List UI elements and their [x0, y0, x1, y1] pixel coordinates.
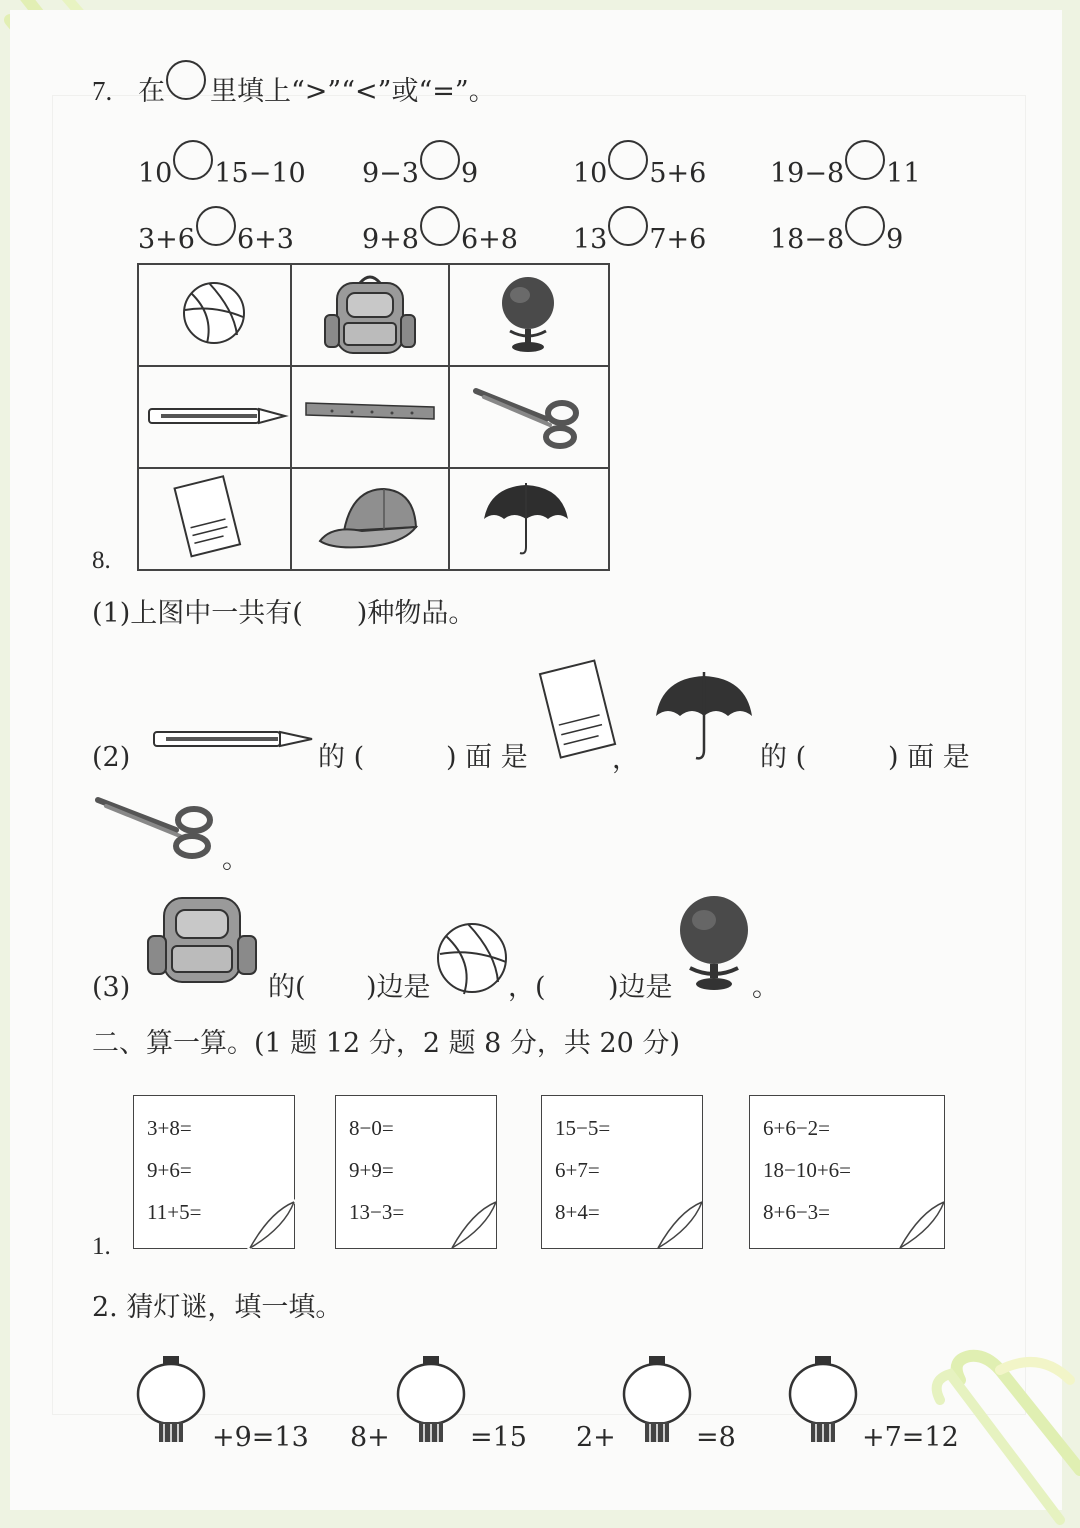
q8-part1: (1)上图中一共有( )种物品。	[92, 598, 476, 629]
q8-part3-end: 。	[752, 972, 779, 1003]
paperclip-bottom-right-icon	[920, 1340, 1080, 1528]
lantern-equation-before: 2+	[576, 1422, 616, 1453]
answer-circle[interactable]	[608, 206, 648, 246]
compare-expression: 3+6 6+3	[138, 206, 294, 255]
lantern-icon[interactable]	[786, 1356, 860, 1446]
equation-text: 11+5=	[147, 1200, 202, 1224]
compare-expression: 10 5+6	[573, 140, 706, 189]
compare-expression: 10 15−10	[138, 140, 306, 189]
q8-part2-d: ) 面 是	[888, 742, 970, 773]
page-curl-icon	[240, 1198, 296, 1250]
q7-instruction-a: 在	[138, 76, 165, 107]
grid-cell	[449, 366, 609, 468]
ruler-icon	[292, 367, 448, 463]
lantern-equation-after: =8	[696, 1422, 736, 1453]
lantern-equation-before: 8+	[350, 1422, 390, 1453]
equation-text: 6+7=	[555, 1158, 600, 1182]
grid-cell	[449, 264, 609, 366]
grid-cell	[138, 468, 291, 570]
compare-expression: 13 7+6	[573, 206, 706, 255]
grid-cell	[138, 366, 291, 468]
equation-text: 8−0=	[349, 1116, 394, 1140]
cap-icon	[292, 469, 448, 565]
scissors-icon	[92, 790, 220, 860]
q8-part2-b: ) 面 是	[446, 742, 528, 773]
answer-circle[interactable]	[173, 140, 213, 180]
backpack-icon	[140, 892, 264, 988]
equation-text: 8+6−3=	[763, 1200, 831, 1224]
equation-text: 3+8=	[147, 1116, 192, 1140]
equation-text: 8+4=	[555, 1200, 600, 1224]
q8-number: 8.	[92, 547, 111, 574]
answer-circle[interactable]	[845, 206, 885, 246]
compare-expression: 9+8 6+8	[362, 206, 518, 255]
notebook-icon	[538, 656, 618, 766]
q8-part2-end: 。	[222, 844, 249, 875]
equation-text: 15−5=	[555, 1116, 611, 1140]
q8-part2-a: 的 (	[318, 742, 365, 773]
page-curl-icon	[648, 1198, 704, 1250]
page-curl-icon	[442, 1198, 498, 1250]
basketball-icon	[434, 918, 510, 996]
q8-part2-label: (2)	[92, 742, 131, 773]
q8-part3-c: )边是	[608, 972, 673, 1003]
equation-text: 6+6−2=	[763, 1116, 831, 1140]
globe-icon	[676, 892, 752, 992]
lantern-icon[interactable]	[394, 1356, 468, 1446]
equation-text: 9+6=	[147, 1158, 192, 1182]
sticky-note-card	[749, 1095, 945, 1249]
answer-circle[interactable]	[196, 206, 236, 246]
answer-circle[interactable]	[420, 140, 460, 180]
answer-circle[interactable]	[420, 206, 460, 246]
items-grid	[137, 263, 610, 571]
q2-title: 2. 猜灯谜，填一填。	[92, 1292, 343, 1323]
lantern-equation-after: +7=12	[862, 1422, 959, 1453]
q1-number: 1.	[92, 1233, 111, 1260]
umbrella-icon	[450, 469, 608, 565]
q8-part3-comma: ，(	[508, 972, 546, 1003]
lantern-equation-after: +9=13	[212, 1422, 309, 1453]
q8-part2-comma: ，	[612, 744, 639, 775]
globe-icon	[450, 265, 608, 361]
equation-text: 18−10+6=	[763, 1158, 852, 1182]
q8-part3-b: )边是	[366, 972, 431, 1003]
grid-cell	[138, 264, 291, 366]
lantern-icon[interactable]	[134, 1356, 208, 1446]
pencil-icon	[139, 367, 290, 463]
backpack-icon	[292, 265, 448, 361]
basketball-icon	[139, 265, 290, 361]
lantern-equation-after: =15	[470, 1422, 527, 1453]
compare-expression: 9−3 9	[362, 140, 478, 189]
q7-number: 7.	[92, 76, 113, 106]
q8-part3-label: (3)	[92, 972, 131, 1003]
equation-text: 9+9=	[349, 1158, 394, 1182]
umbrella-icon	[652, 668, 756, 764]
grid-cell	[291, 468, 449, 570]
scissors-icon	[450, 367, 608, 463]
answer-circle[interactable]	[608, 140, 648, 180]
sticky-note-card	[541, 1095, 703, 1249]
notebook-icon	[139, 469, 290, 565]
grid-cell	[291, 264, 449, 366]
page-curl-icon	[890, 1198, 946, 1250]
answer-circle[interactable]	[845, 140, 885, 180]
sticky-note-card	[335, 1095, 497, 1249]
grid-cell	[291, 366, 449, 468]
compare-expression: 18−8 9	[770, 206, 903, 255]
compare-expression: 19−8 11	[770, 140, 921, 189]
sticky-note-card	[133, 1095, 295, 1249]
q8-part3-a: 的(	[268, 972, 306, 1003]
section2-heading: 二、算一算。(1 题 12 分，2 题 8 分，共 20 分)	[92, 1028, 680, 1059]
lantern-icon[interactable]	[620, 1356, 694, 1446]
equation-text: 13−3=	[349, 1200, 405, 1224]
q7-instruction-b: 里填上“>”“<”或“=”。	[210, 76, 496, 107]
answer-circle-icon	[166, 60, 206, 100]
pencil-icon	[150, 722, 315, 756]
grid-cell	[449, 468, 609, 570]
q8-part2-c: 的 (	[760, 742, 807, 773]
